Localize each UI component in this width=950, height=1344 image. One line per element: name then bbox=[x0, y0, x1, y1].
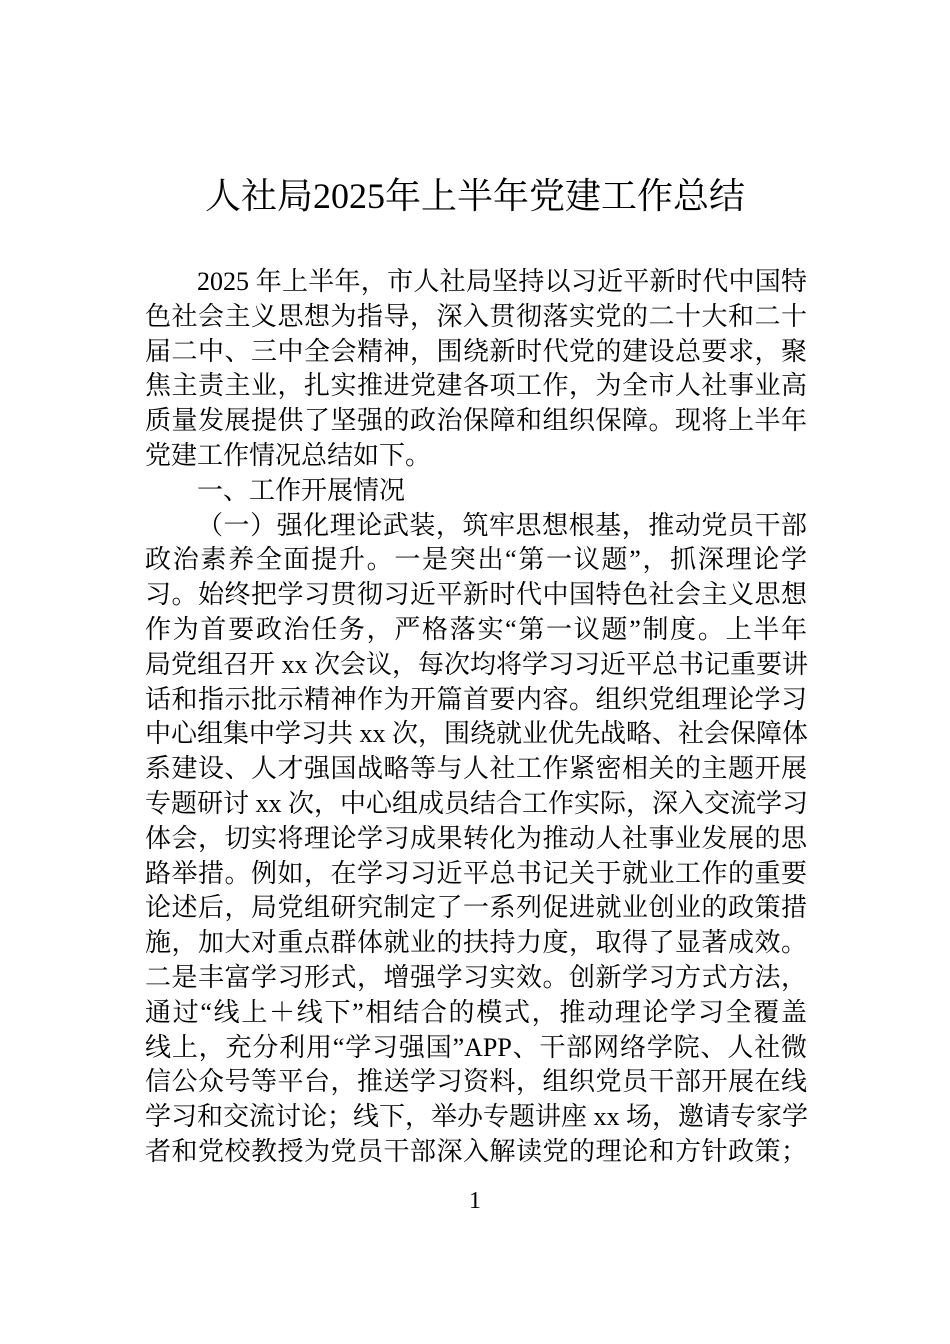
text-line: 路举措。例如，在学习习近平总书记关于就业工作的重要 bbox=[145, 858, 807, 888]
text-line: 局党组召开 xx 次会议，每次均将学习习近平总书记重要讲 bbox=[145, 649, 809, 679]
text-line: 党建工作情况总结如下。 bbox=[145, 440, 432, 470]
text-line: 系建设、人才强国战略等与人社工作紧密相关的主题开展 bbox=[145, 754, 807, 784]
text-line: 通过“线上＋线下”相结合的模式，推动理论学习全覆盖 bbox=[145, 997, 807, 1027]
text-line: 线上，充分利用“学习强国”APP、干部网络学院、人社微 bbox=[145, 1032, 807, 1062]
text-line: 二是丰富学习形式，增强学习实效。创新学习方式方法， bbox=[145, 962, 807, 992]
text-line: 学习和交流讨论；线下，举办专题讲座 xx 场，邀请专家学 bbox=[145, 1102, 809, 1132]
section-heading: 一、工作开展情况 bbox=[197, 475, 406, 505]
text-line: 信公众号等平台，推送学习资料，组织党员干部开展在线 bbox=[145, 1067, 807, 1097]
text-line: 习。始终把学习贯彻习近平新时代中国特色社会主义思想 bbox=[145, 580, 807, 610]
document-body bbox=[145, 265, 807, 1170]
text-line: 施，加大对重点群体就业的扶持力度，取得了显著成效。 bbox=[145, 928, 807, 958]
text-line: （一）强化理论武装，筑牢思想根基，推动党员干部 bbox=[197, 510, 807, 540]
text-line: 论述后，局党组研究制定了一系列促进就业创业的政策措 bbox=[145, 893, 807, 923]
text-line: 焦主责主业，扎实推进党建各项工作，为全市人社事业高 bbox=[145, 371, 807, 401]
text-line: 作为首要政治任务，严格落实“第一议题”制度。上半年 bbox=[145, 614, 807, 644]
text-line: 话和指示批示精神作为开篇首要内容。组织党组理论学习 bbox=[145, 684, 807, 714]
text-line: 届二中、三中全会精神，围绕新时代党的建设总要求，聚 bbox=[145, 336, 807, 366]
text-line: 政治素养全面提升。一是突出“第一议题”，抓深理论学 bbox=[145, 545, 807, 575]
text-line: 质量发展提供了坚强的政治保障和组织保障。现将上半年 bbox=[145, 406, 807, 436]
text-line: 中心组集中学习共 xx 次，围绕就业优先战略、社会保障体 bbox=[145, 719, 809, 749]
text-line: 色社会主义思想为指导，深入贯彻落实党的二十大和二十 bbox=[145, 301, 807, 331]
document-title: 人社局2025年上半年党建工作总结 bbox=[204, 176, 745, 216]
text-line: 体会，切实将理论学习成果转化为推动人社事业发展的思 bbox=[145, 823, 807, 853]
text-line: 2025 年上半年，市人社局坚持以习近平新时代中国特 bbox=[197, 267, 807, 296]
text-line: 者和党校教授为党员干部深入解读党的理论和方针政策； bbox=[145, 1136, 807, 1166]
page-number: 1 bbox=[469, 1188, 481, 1214]
text-line: 专题研讨 xx 次，中心组成员结合工作实际，深入交流学习 bbox=[145, 788, 809, 818]
